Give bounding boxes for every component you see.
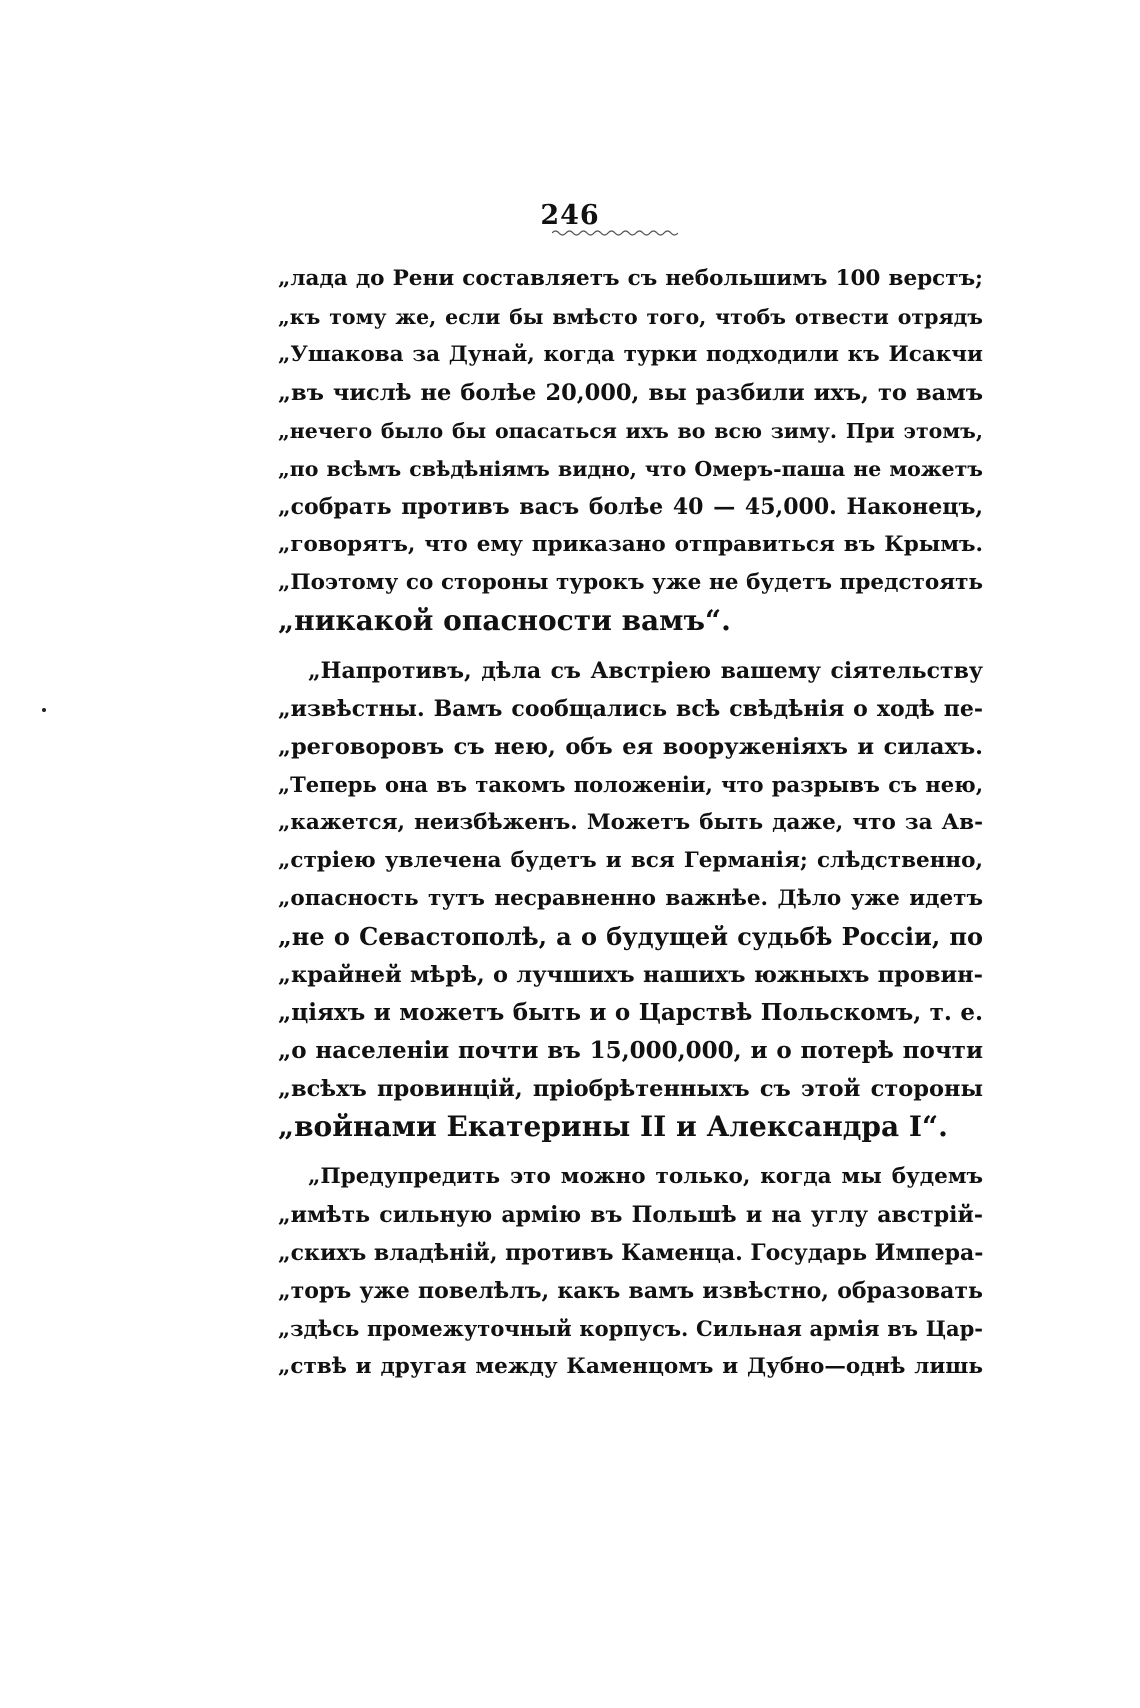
paragraph [278, 1158, 983, 1386]
text-line: „Предупредить это можно только, когда мы будемъ [308, 1164, 983, 1189]
text-line: „говорятъ, что ему приказано отправиться въ Крымъ. [278, 532, 983, 557]
text-line: „лада до Рени составляетъ съ небольшимъ 100 верстъ; [278, 266, 983, 291]
text-line: „торъ уже повелѣлъ, какъ вамъ извѣстно, образовать [278, 1278, 983, 1304]
text-line: „ціяхъ и можетъ быть и о Царствѣ Польскомъ, т. е. [278, 999, 983, 1026]
text-line: „здѣсь промежуточный корпусъ. Сильная армія въ Цар- [278, 1316, 983, 1341]
text-line: „по всѣмъ свѣдѣніямъ видно, что Омеръ-паша не можетъ [278, 457, 983, 481]
margin-speck [42, 708, 46, 712]
text-line: „нечего было бы опасаться ихъ во всю зиму. При этомъ, [278, 419, 983, 443]
paragraph [278, 652, 983, 1146]
text-line: „не о Севастополѣ, а о будущей судьбѣ Россіи, по [278, 922, 983, 951]
text-body [278, 260, 983, 1386]
text-line: „извѣстны. Вамъ сообщались всѣ свѣдѣнія о ходѣ пе- [278, 696, 983, 722]
text-line: „имѣть сильную армію въ Польшѣ и на углу австрій- [278, 1202, 983, 1228]
text-line: „войнами Екатерины II и Александра I“. [278, 1110, 948, 1143]
text-line: „стріею увлечена будетъ и вся Германія; слѣдственно, [278, 848, 983, 873]
paragraph [278, 260, 983, 640]
text-line: „реговоровъ съ нею, объ ея вооруженіяхъ и силахъ. [278, 734, 983, 760]
text-line: „къ тому же, если бы вмѣсто того, чтобъ отвести отрядъ [278, 305, 983, 329]
text-line: „крайней мѣрѣ, о лучшихъ нашихъ южныхъ провин- [278, 962, 983, 988]
text-line: „собрать противъ васъ болѣе 40 — 45,000. Наконецъ, [278, 494, 983, 520]
text-line: „опасность тутъ несравненно важнѣе. Дѣло уже идетъ [278, 886, 983, 911]
text-line: „въ числѣ не болѣе 20,000, вы разбили ихъ, то вамъ [278, 380, 983, 406]
text-line: „ствѣ и другая между Каменцомъ и Дубно—однѣ лишь [278, 1354, 983, 1379]
text-line: „никакой опасности вамъ“. [278, 604, 731, 637]
text-line: „о населеніи почти въ 15,000,000, и о потерѣ почти [278, 1037, 983, 1064]
wavy-rule-ornament [552, 228, 678, 238]
text-line: „Теперь она въ такомъ положеніи, что разрывъ съ нею, [278, 772, 983, 797]
text-line: „Ушакова за Дунай, когда турки подходили къ Исакчи [278, 342, 983, 367]
text-line: „всѣхъ провинцій, пріобрѣтенныхъ съ этой стороны [278, 1076, 983, 1102]
text-line: „Напротивъ, дѣла съ Австріею вашему сіятельству [308, 658, 983, 684]
text-line: „Поэтому со стороны турокъ уже не будетъ предстоять [278, 570, 983, 595]
text-line: „кажется, неизбѣженъ. Можетъ быть даже, что за Ав- [278, 810, 983, 835]
text-line: „скихъ владѣній, противъ Каменца. Государь Импера- [278, 1240, 984, 1266]
page-number: 246 [540, 200, 600, 231]
